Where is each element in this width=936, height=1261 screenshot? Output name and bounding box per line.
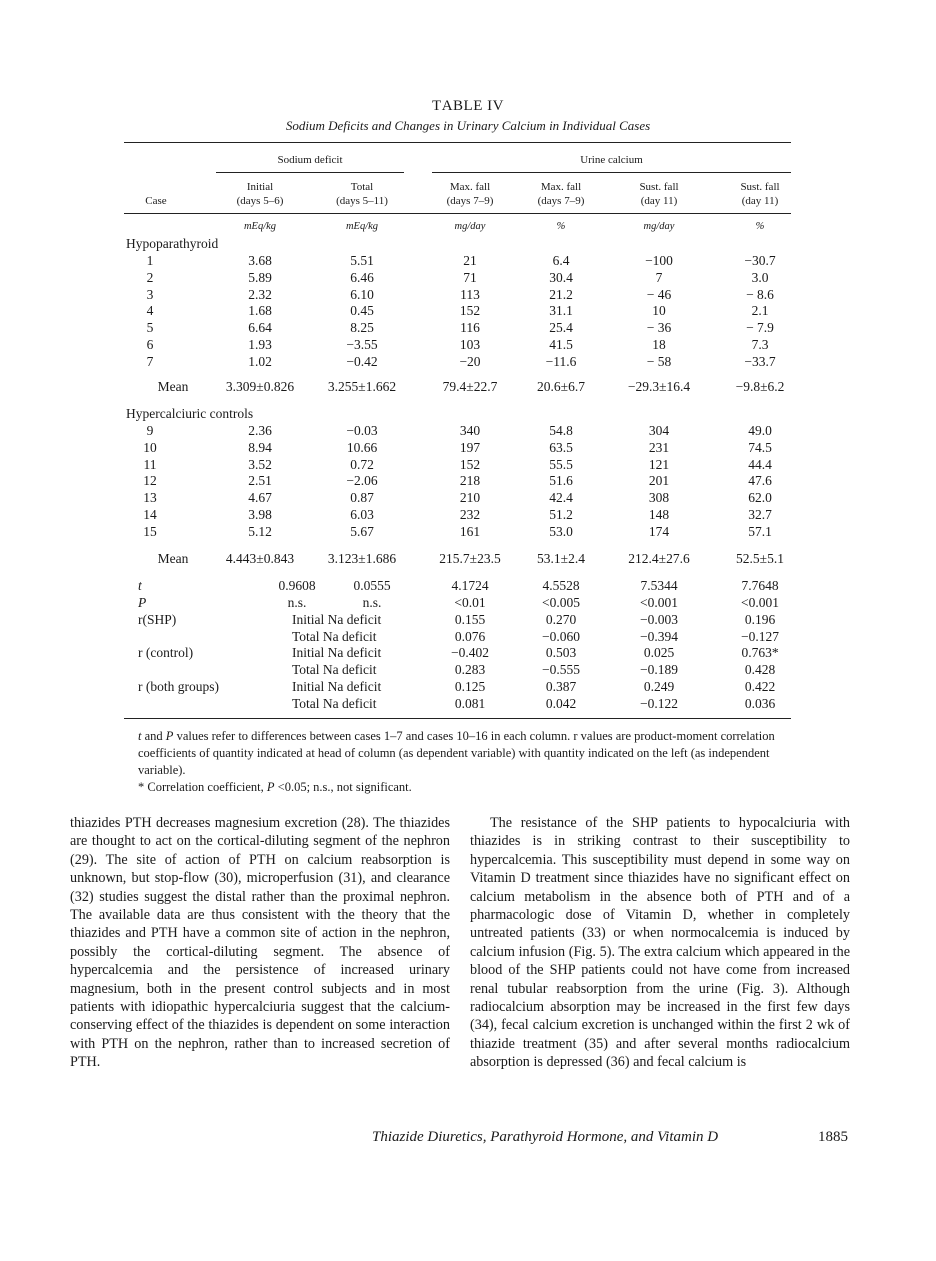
table-footnote-1 — [138, 728, 798, 779]
table-cell: 1.93 — [248, 337, 272, 352]
table-cell: 42.4 — [549, 490, 573, 505]
corr-value: 0.036 — [744, 695, 776, 711]
column-header-line1: Max. fall — [449, 181, 491, 193]
case-number: 10 — [143, 440, 157, 455]
corr-variable: Initial Na deficit — [292, 612, 382, 627]
table-cell: 8.94 — [248, 440, 272, 455]
sodium-group-rule — [216, 172, 404, 173]
corr-label: r (control) — [138, 645, 194, 661]
table-cell: 3.52 — [248, 457, 272, 472]
column-unit: mEq/kg — [345, 221, 379, 232]
case-number: 13 — [143, 490, 157, 505]
corr-value: 0.076 — [454, 628, 486, 644]
left-paragraph: thiazides PTH decreases magnesium excretion (28). The thiazides are thought to act on the cortical-diluting segment of the nephron (29). The site of action of PTH on calcium reabsorption is unknown, but stop-flow (30), microperfusion (31), and clearance (32) studies suggest the distal rather than the proximal nephron. The available data are thus consistent with the theory that the thiazides and PTH have a common site of action in the nephron, possibly the cortical-diluting segment. The absence of hypercalcemia and the persistence of increased urinary magnesium, both in the present control subjects and in most patients with idiopathic hypercalciuria suggest that the calcium-conserving effect of the thiazides is dependent on some interaction with PTH on the nephron, rather than to increased secretion of PTH. — [70, 815, 450, 1071]
stat-value: 7.5344 — [640, 578, 678, 593]
column-header-line2: (days 5–11) — [336, 195, 388, 207]
table-cell: 54.8 — [549, 423, 573, 438]
stat-label: P — [138, 595, 147, 610]
table-cell: 5.67 — [350, 524, 374, 539]
corr-value: 0.025 — [643, 645, 675, 661]
corr-value: −0.003 — [640, 612, 678, 627]
table-cell: 6.64 — [248, 320, 272, 335]
table-cell: 5.12 — [248, 524, 272, 539]
table-cell: −11.6 — [545, 354, 577, 369]
stat-value: <0.01 — [454, 595, 486, 610]
urine-calcium-header: Urine calcium — [580, 154, 643, 166]
table-cell: −33.7 — [744, 354, 776, 369]
table-cell: − 36 — [646, 320, 672, 335]
table-cell: 53.0 — [549, 524, 573, 539]
corr-value: 0.763* — [741, 645, 779, 661]
corr-value: 0.155 — [454, 612, 486, 627]
case-number: 15 — [143, 524, 157, 539]
table-cell: −0.42 — [346, 354, 378, 369]
stat-value: n.s. — [287, 595, 307, 610]
table-footnote-2 — [138, 779, 798, 796]
table-cell: 116 — [460, 320, 480, 335]
table-cell: −2.06 — [346, 473, 378, 488]
table-cell: 152 — [459, 457, 481, 472]
corr-value: 0.283 — [454, 662, 486, 678]
table-cell: − 7.9 — [746, 320, 774, 335]
table-cell: 31.1 — [549, 303, 573, 318]
column-header-line2: (days 7–9) — [446, 195, 494, 207]
column-header — [604, 180, 714, 208]
table-cell: 2.1 — [751, 303, 769, 318]
header-bottom-rule — [124, 213, 791, 214]
case-number: 2 — [146, 270, 154, 285]
case-number: 12 — [143, 473, 157, 488]
table-cell: 121 — [648, 457, 670, 472]
table-cell: 6.03 — [350, 507, 374, 522]
table-cell: 113 — [460, 287, 480, 302]
case-number: 6 — [146, 337, 154, 352]
urine-group-rule — [432, 172, 791, 173]
table-cell: 174 — [648, 524, 670, 539]
case-number: 11 — [143, 457, 157, 472]
case-number: 7 — [146, 354, 154, 369]
corr-variable: Initial Na deficit — [292, 645, 382, 661]
table-cell: − 58 — [646, 354, 672, 369]
stat-value: 4.1724 — [451, 578, 489, 593]
stat-value: 0.9608 — [278, 578, 316, 593]
table-cell: 8.25 — [350, 320, 374, 335]
corr-value: 0.270 — [545, 612, 577, 627]
corr-value: −0.060 — [542, 628, 580, 644]
table-cell: 57.1 — [748, 524, 772, 539]
mean-value: 20.6±6.7 — [537, 379, 585, 394]
column-header — [307, 180, 417, 208]
table-cell: 231 — [648, 440, 670, 455]
table-cell: 30.4 — [549, 270, 573, 285]
table-cell: 0.87 — [350, 490, 374, 505]
column-header-line1: Initial — [246, 181, 274, 193]
footnote2-p: P — [266, 780, 275, 794]
case-number: 5 — [146, 320, 154, 335]
case-number: 9 — [146, 423, 154, 438]
table-cell: 1.68 — [248, 303, 272, 318]
corr-label: r (both groups) — [138, 678, 219, 694]
column-header — [705, 180, 815, 208]
table-label-rest: ABLE IV — [441, 98, 504, 114]
footnote-p: P — [165, 729, 174, 743]
body-column-left — [70, 814, 450, 1072]
table-cell: 63.5 — [549, 440, 573, 455]
table-cell: 210 — [459, 490, 481, 505]
column-header — [506, 180, 616, 208]
column-unit: mg/day — [643, 221, 675, 232]
table-cell: 44.4 — [748, 457, 772, 472]
table-cell: 2.32 — [248, 287, 272, 302]
corr-value: −0.122 — [640, 695, 678, 711]
column-header-line1: Max. fall — [540, 181, 582, 193]
mean-value: 79.4±22.7 — [442, 379, 498, 394]
table-cell: 55.5 — [549, 457, 573, 472]
table-cell: 232 — [459, 507, 481, 522]
table-cell: 6.10 — [350, 287, 374, 302]
case-number: 1 — [146, 253, 154, 268]
table-cell: 5.89 — [248, 270, 272, 285]
table-cell: 148 — [648, 507, 670, 522]
mean-value: 3.255±1.662 — [327, 379, 397, 394]
corr-value: −0.555 — [542, 662, 580, 678]
column-header-line2: (day 11) — [741, 195, 779, 207]
corr-label: r(SHP) — [138, 612, 177, 627]
table-title — [0, 98, 936, 115]
table-cell: 304 — [648, 423, 670, 438]
column-unit: % — [755, 221, 765, 232]
column-unit: % — [556, 221, 566, 232]
table-cell: 21.2 — [549, 287, 573, 302]
corr-value: 0.387 — [545, 678, 577, 694]
corr-value: −0.127 — [741, 628, 779, 644]
mean-value: 212.4±27.6 — [628, 551, 690, 566]
mean-value: 3.309±0.826 — [225, 379, 295, 394]
table-cell: 103 — [459, 337, 481, 352]
column-header-line2: (days 5–6) — [236, 195, 284, 207]
table-cell: 0.72 — [350, 457, 374, 472]
column-header-line1: Total — [350, 181, 374, 193]
column-header-line2: (days 7–9) — [537, 195, 585, 207]
running-head: Thiazide Diuretics, Parathyroid Hormone, and Vitamin D — [372, 1129, 719, 1145]
table-cell: 71 — [463, 270, 477, 285]
column-header-line1: Sust. fall — [639, 181, 679, 193]
corr-value: 0.503 — [545, 645, 577, 661]
case-number: 14 — [143, 507, 157, 522]
table-cell: 74.5 — [748, 440, 772, 455]
table-cell: 51.2 — [549, 507, 573, 522]
table-cell: 218 — [459, 473, 481, 488]
table-cell: 10.66 — [346, 440, 378, 455]
stat-value: 0.0555 — [353, 578, 391, 593]
table-cell: 4.67 — [248, 490, 272, 505]
corr-variable: Total Na deficit — [292, 662, 377, 678]
footnote2-start: * Correlation coefficient, — [138, 780, 267, 794]
table-cell: 6.46 — [350, 270, 374, 285]
table-label-prefix: T — [432, 98, 442, 114]
sodium-deficit-header: Sodium deficit — [277, 154, 343, 166]
table-cell: 5.51 — [350, 253, 374, 268]
table-subtitle: Sodium Deficits and Changes in Urinary Calcium in Individual Cases — [285, 118, 651, 133]
corr-value: 0.081 — [454, 695, 486, 711]
table-cell: −100 — [645, 253, 673, 268]
case-number: 4 — [146, 303, 154, 318]
group-label-hypoparathyroid: Hypoparathyroid — [126, 236, 219, 251]
mean-value: 3.123±1.686 — [327, 551, 397, 566]
table-cell: 0.45 — [350, 303, 374, 318]
table-cell: 7 — [655, 270, 663, 285]
corr-value: −0.402 — [451, 645, 489, 661]
corr-value: −0.394 — [640, 628, 678, 644]
stat-label: t — [138, 578, 142, 593]
table-cell: 2.51 — [248, 473, 272, 488]
table-cell: −30.7 — [744, 253, 776, 268]
table-cell: 41.5 — [549, 337, 573, 352]
column-unit: mg/day — [454, 221, 486, 232]
footnote2-end: <0.05; n.s., not significant. — [274, 780, 412, 794]
table-cell: 340 — [459, 423, 481, 438]
table-top-rule — [124, 142, 791, 143]
group-label-hypercalciuric: Hypercalciuric controls — [126, 406, 254, 421]
table-cell: 197 — [459, 440, 481, 455]
table-cell: 25.4 — [549, 320, 573, 335]
mean-value: 4.443±0.843 — [225, 551, 295, 566]
stat-value: n.s. — [362, 595, 382, 610]
corr-value: 0.249 — [643, 678, 675, 694]
mean-value: 53.1±2.4 — [537, 551, 585, 566]
table-cell: 152 — [459, 303, 481, 318]
corr-value: −0.189 — [640, 662, 678, 678]
table-cell: 51.6 — [549, 473, 573, 488]
corr-value: 0.042 — [545, 695, 577, 711]
table-cell: 201 — [648, 473, 670, 488]
table-cell: −3.55 — [346, 337, 378, 352]
table-cell: 308 — [648, 490, 670, 505]
column-header — [205, 180, 315, 208]
table-cell: 2.36 — [248, 423, 272, 438]
corr-value: 0.125 — [454, 678, 486, 694]
table-cell: −0.03 — [346, 423, 378, 438]
table-cell: 49.0 — [748, 423, 772, 438]
footnote-and: and — [141, 729, 166, 743]
table-bottom-rule — [124, 718, 791, 719]
corr-variable: Initial Na deficit — [292, 678, 382, 694]
table-cell: 1.02 — [248, 354, 272, 369]
footnote-text: values refer to differences between cases 1–7 and cases 10–16 in each column. r values are product-moment correlation coefficients of quantity indicated at head of column (as dependent variable) with quantity indicated on the left (as independent variable). — [138, 729, 775, 777]
right-paragraph: The resistance of the SHP patients to hypocalciuria with thiazides is in striking contrast to their susceptibility to hypercalcemia. This susceptibility must depend in some way on Vitamin D treatment since thiazides have no significant effect on calcium metabolism in the absence both of PTH and of a pharmacologic dose of Vitamin D, whether in completely untreated patients (33) or when normocalcemia is induced by calcium infusion (Fig. 5). The extra calcium which appeared in the blood of the SHP patients could not have come from increased renal tubular reabsorption from the urine (Fig. 3). Although radiocalcium absorption may be increased in the first few days (34), fecal calcium excretion is unchanged within the first 2 wk of thiazide treatment (35) and after several months radiocalcium absorption is depressed (36) and fecal calcium is — [470, 815, 850, 1071]
mean-label: Mean — [157, 379, 189, 394]
corr-value: 0.422 — [744, 678, 776, 694]
table-cell: 6.4 — [552, 253, 570, 268]
table-cell: 18 — [652, 337, 666, 352]
table-cell: 3.68 — [248, 253, 272, 268]
body-column-right — [470, 814, 850, 1072]
stat-value: 7.7648 — [741, 578, 779, 593]
mean-value: −9.8±6.2 — [735, 379, 785, 394]
table-cell: 10 — [652, 303, 666, 318]
table-cell: 7.3 — [751, 337, 769, 352]
mean-value: −29.3±16.4 — [627, 379, 691, 394]
corr-variable: Total Na deficit — [292, 695, 377, 711]
case-number: 3 — [146, 287, 154, 302]
table-cell: 32.7 — [748, 507, 772, 522]
table-cell: 21 — [463, 253, 477, 268]
table-cell: 161 — [459, 524, 481, 539]
page-number: 1885 — [818, 1129, 848, 1145]
table-cell: − 46 — [646, 287, 672, 302]
stat-value: <0.005 — [542, 595, 580, 610]
table-cell: −20 — [459, 354, 481, 369]
stat-value: <0.001 — [741, 595, 779, 610]
table-cell: 62.0 — [748, 490, 772, 505]
footnote-t: t — [138, 729, 142, 743]
table-cell: 47.6 — [748, 473, 772, 488]
corr-variable: Total Na deficit — [292, 628, 377, 644]
table-cell: − 8.6 — [746, 287, 774, 302]
column-header-line2: (day 11) — [640, 195, 678, 207]
column-unit: mEq/kg — [243, 221, 277, 232]
mean-value: 52.5±5.1 — [736, 551, 784, 566]
stat-value: <0.001 — [640, 595, 678, 610]
corr-value: 0.196 — [744, 612, 776, 627]
stat-value: 4.5528 — [542, 578, 580, 593]
table-cell: 3.0 — [751, 270, 769, 285]
mean-label: Mean — [157, 551, 189, 566]
table-cell: 3.98 — [248, 507, 272, 522]
column-header-case: Case — [145, 195, 167, 207]
column-header-line1: Sust. fall — [740, 181, 780, 193]
corr-value: 0.428 — [744, 662, 776, 678]
mean-value: 215.7±23.5 — [439, 551, 501, 566]
